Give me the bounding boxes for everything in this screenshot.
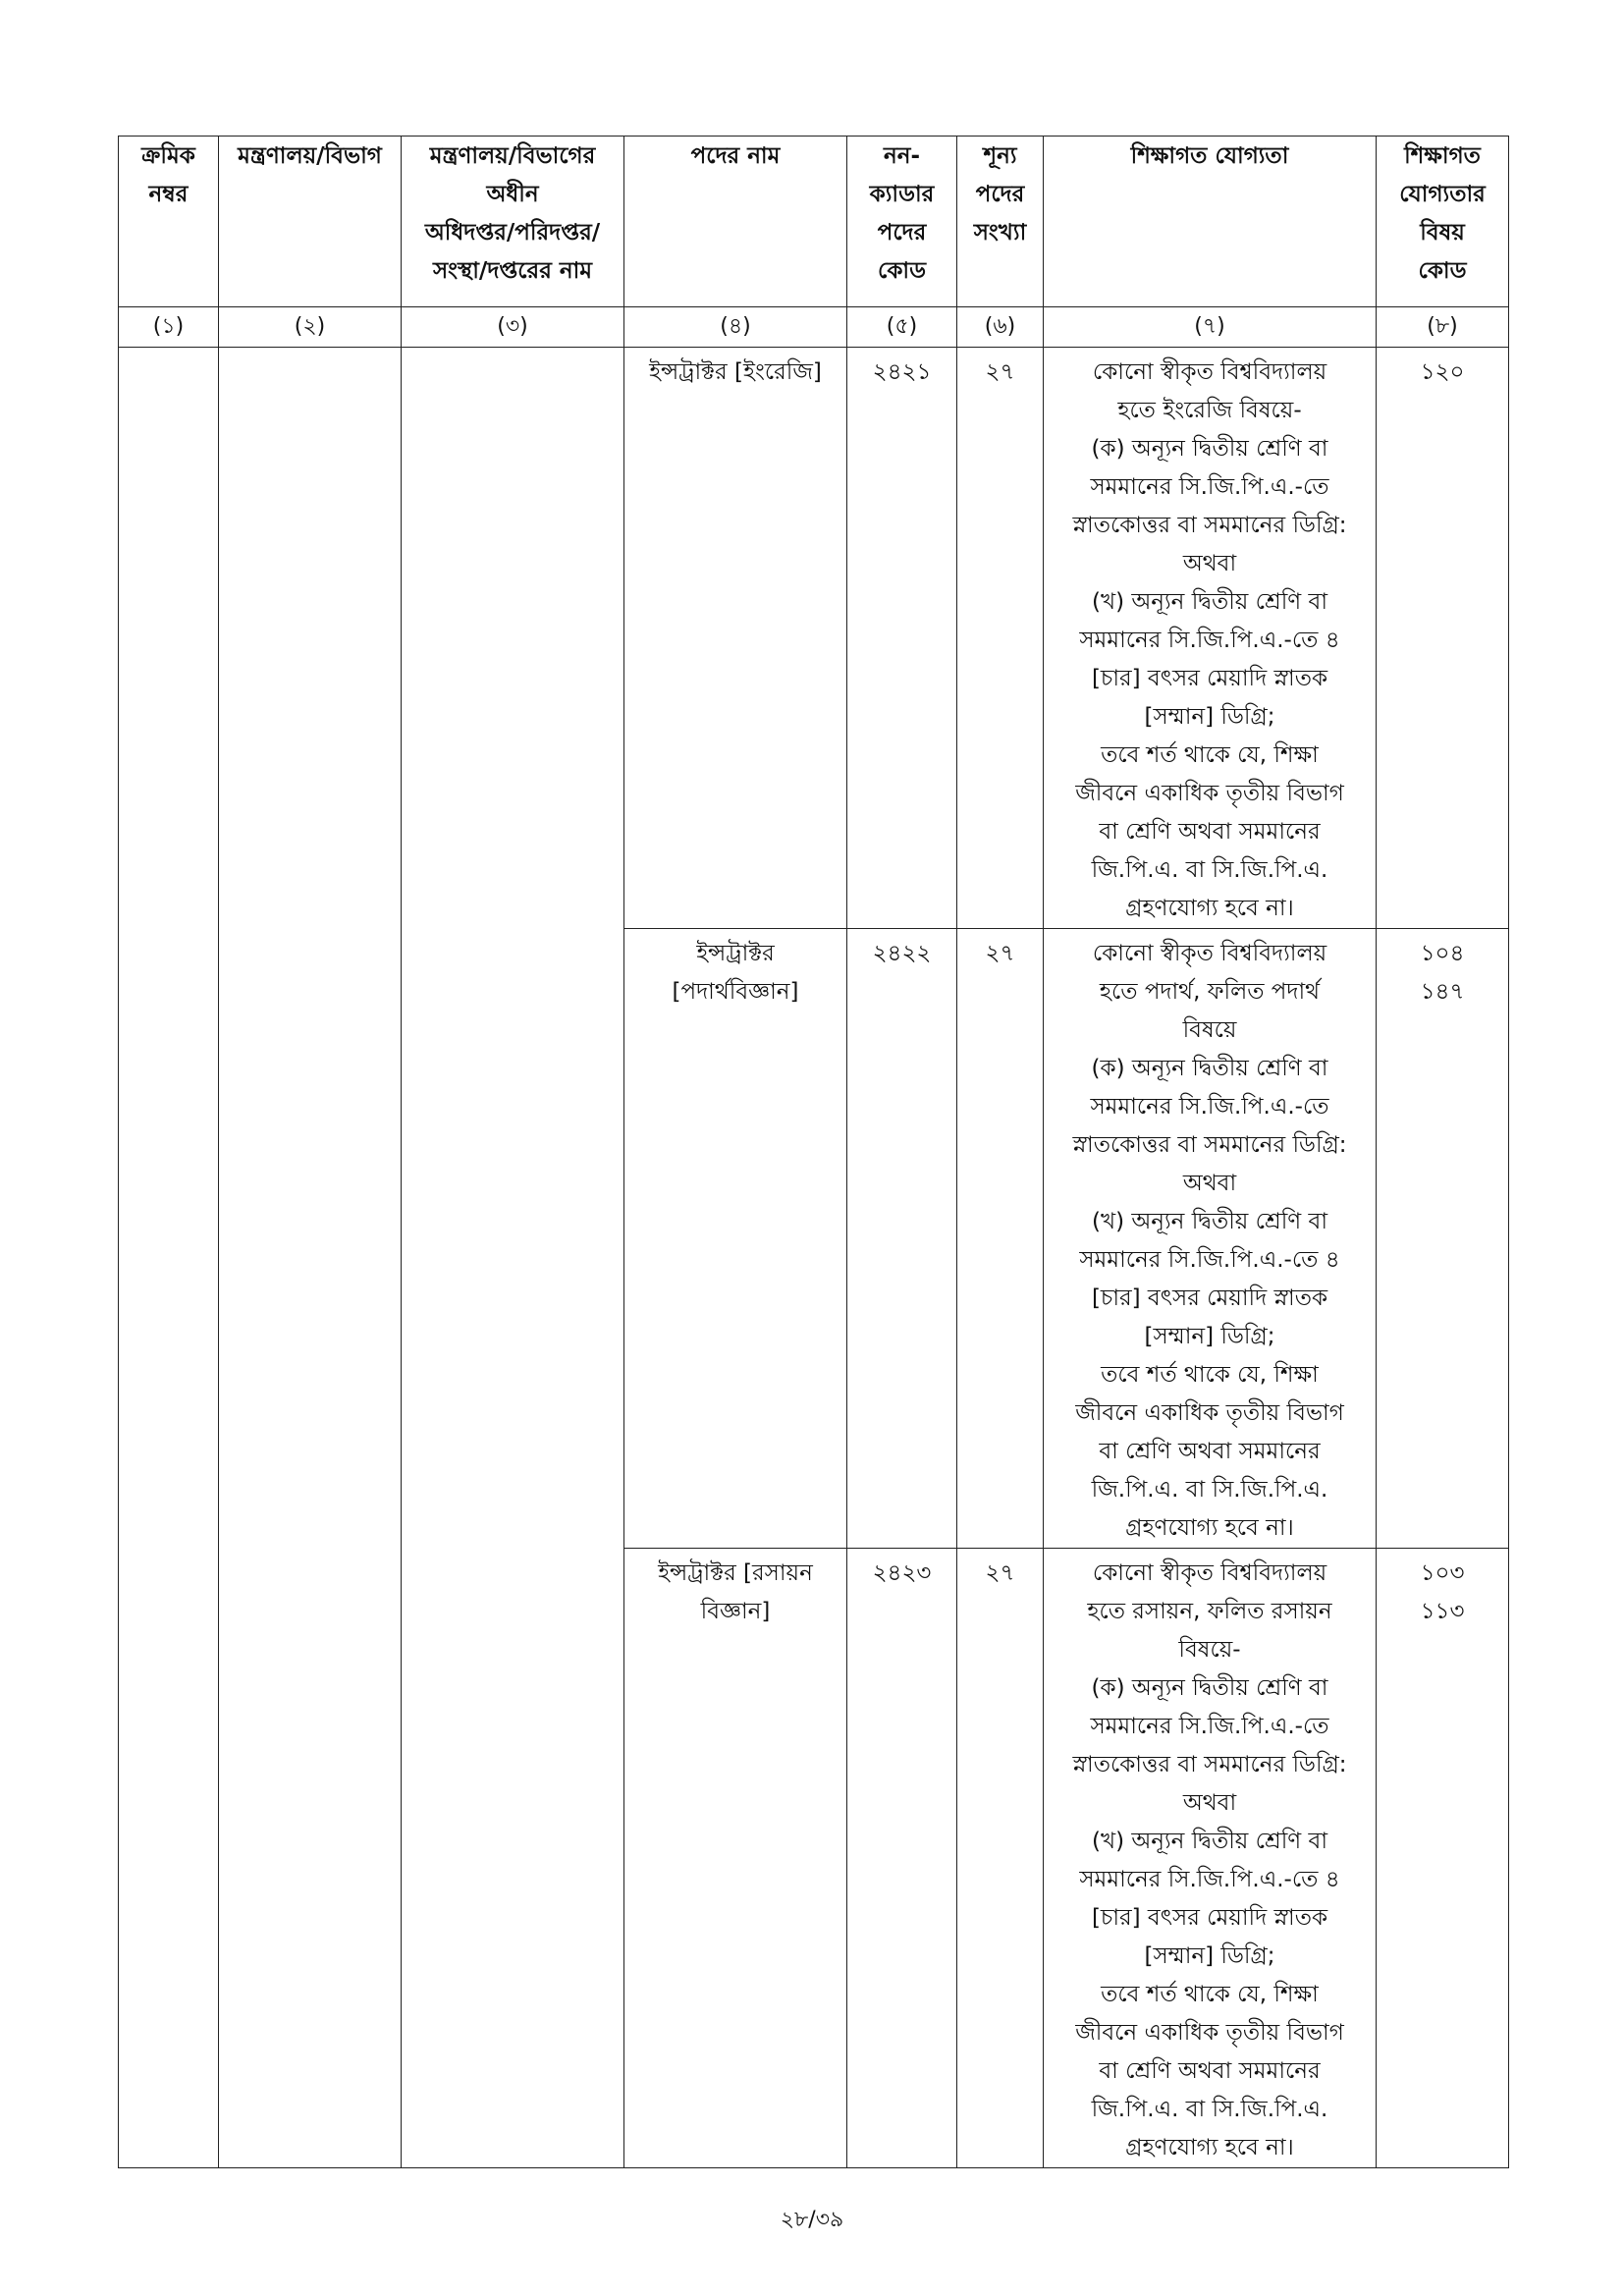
column-number: (৭) <box>1044 307 1377 348</box>
subject-code-cell: ১২০ <box>1377 348 1509 929</box>
ministry-cell <box>219 348 402 2168</box>
header-ministry: মন্ত্রণালয়/বিভাগ <box>219 137 402 307</box>
post-name-cell: ইন্সট্রাক্টর [রসায়ন বিজ্ঞান] <box>624 1549 847 2168</box>
subject-code-cell: ১০৩ ১১৩ <box>1377 1549 1509 2168</box>
department-cell <box>402 348 624 2168</box>
post-name-cell: ইন্সট্রাক্টর [পদার্থবিজ্ঞান] <box>624 929 847 1549</box>
serial-number-cell <box>119 348 219 2168</box>
post-code-cell: ২৪২১ <box>847 348 957 929</box>
vacancy-cell: ২৭ <box>957 929 1044 1549</box>
vacancy-cell: ২৭ <box>957 1549 1044 2168</box>
qualification-cell: কোনো স্বীকৃত বিশ্ববিদ্যালয় হতে ইংরেজি বিষয়ে- (ক) অন্যূন দ্বিতীয় শ্রেণি বা সমমানের সি.জি.পি.এ.-তে স্নাতকোত্তর বা সমমানের ডিগ্রি: অথবা (খ) অন্যূন দ্বিতীয় শ্রেণি বা সমমানের সি.জি.পি.এ.-তে ৪ [চার] বৎসর মেয়াদি স্নাতক [সম্মান] ডিগ্রি; তবে শর্ত থাকে যে, শিক্ষা জীবনে একাধিক তৃতীয় বিভাগ বা শ্রেণি অথবা সমমানের জি.পি.এ. বা সি.জি.পি.এ. গ্রহণযোগ্য হবে না। <box>1044 348 1377 929</box>
column-number: (২) <box>219 307 402 348</box>
post-name-cell: ইন্সট্রাক্টর [ইংরেজি] <box>624 348 847 929</box>
page-number: ২৮/৩৯ <box>780 2208 844 2232</box>
column-number: (৬) <box>957 307 1044 348</box>
table-row <box>119 348 1509 929</box>
qualification-cell: কোনো স্বীকৃত বিশ্ববিদ্যালয় হতে পদার্থ, ফলিত পদার্থ বিষয়ে (ক) অন্যূন দ্বিতীয় শ্রেণি বা সমমানের সি.জি.পি.এ.-তে স্নাতকোত্তর বা সমমানের ডিগ্রি: অথবা (খ) অন্যূন দ্বিতীয় শ্রেণি বা সমমানের সি.জি.পি.এ.-তে ৪ [চার] বৎসর মেয়াদি স্নাতক [সম্মান] ডিগ্রি; তবে শর্ত থাকে যে, শিক্ষা জীবনে একাধিক তৃতীয় বিভাগ বা শ্রেণি অথবা সমমানের জি.পি.এ. বা সি.জি.পি.এ. গ্রহণযোগ্য হবে না। <box>1044 929 1377 1549</box>
column-number: (৪) <box>624 307 847 348</box>
column-number-row <box>119 307 1509 348</box>
header-non-cadre-code: নন- ক্যাডার পদের কোড <box>847 137 957 307</box>
column-number: (৩) <box>402 307 624 348</box>
header-serial-number: ক্রমিক নম্বর <box>119 137 219 307</box>
header-subject-code: শিক্ষাগত যোগ্যতার বিষয় কোড <box>1377 137 1509 307</box>
post-code-cell: ২৪২২ <box>847 929 957 1549</box>
header-post-name: পদের নাম <box>624 137 847 307</box>
qualification-cell: কোনো স্বীকৃত বিশ্ববিদ্যালয় হতে রসায়ন, ফলিত রসায়ন বিষয়ে- (ক) অন্যূন দ্বিতীয় শ্রেণি বা সমমানের সি.জি.পি.এ.-তে স্নাতকোত্তর বা সমমানের ডিগ্রি: অথবা (খ) অন্যূন দ্বিতীয় শ্রেণি বা সমমানের সি.জি.পি.এ.-তে ৪ [চার] বৎসর মেয়াদি স্নাতক [সম্মান] ডিগ্রি; তবে শর্ত থাকে যে, শিক্ষা জীবনে একাধিক তৃতীয় বিভাগ বা শ্রেণি অথবা সমমানের জি.পি.এ. বা সি.জি.পি.এ. গ্রহণযোগ্য হবে না। <box>1044 1549 1377 2168</box>
column-number: (৮) <box>1377 307 1509 348</box>
column-number: (৫) <box>847 307 957 348</box>
vacancy-cell: ২৭ <box>957 348 1044 929</box>
header-department: মন্ত্রণালয়/বিভাগের অধীন অধিদপ্তর/পরিদপ্তর/ সংস্থা/দপ্তরের নাম <box>402 137 624 307</box>
column-number: (১) <box>119 307 219 348</box>
post-code-cell: ২৪২৩ <box>847 1549 957 2168</box>
header-row <box>119 137 1509 307</box>
header-qualification: শিক্ষাগত যোগ্যতা <box>1044 137 1377 307</box>
recruitment-table <box>118 136 1509 2168</box>
subject-code-cell: ১০৪ ১৪৭ <box>1377 929 1509 1549</box>
header-vacancy-count: শূন্য পদের সংখ্যা <box>957 137 1044 307</box>
